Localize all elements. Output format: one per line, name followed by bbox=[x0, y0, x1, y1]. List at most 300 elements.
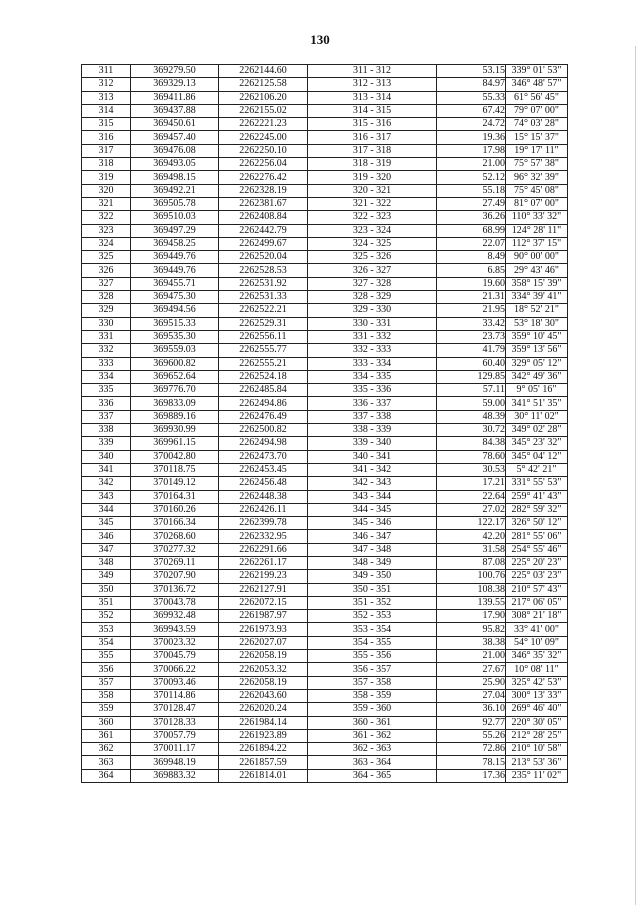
x-coordinate-cell: 369889.16 bbox=[131, 410, 219, 423]
segment-cell: 361 - 362 bbox=[308, 729, 437, 742]
table-row bbox=[82, 477, 568, 490]
distance-cell: 17.98 bbox=[437, 144, 506, 157]
point-number-cell: 349 bbox=[82, 570, 131, 583]
table-row bbox=[82, 729, 568, 742]
x-coordinate-cell: 370207.90 bbox=[131, 570, 219, 583]
y-coordinate-cell: 2262499.67 bbox=[219, 237, 308, 250]
table-row bbox=[82, 65, 568, 78]
bearing-cell: 254° 55' 46" bbox=[506, 543, 568, 556]
segment-cell: 318 - 319 bbox=[308, 158, 437, 171]
y-coordinate-cell: 2262245.00 bbox=[219, 131, 308, 144]
point-number-cell: 352 bbox=[82, 610, 131, 623]
distance-cell: 23.73 bbox=[437, 330, 506, 343]
table-row bbox=[82, 636, 568, 649]
y-coordinate-cell: 2261973.93 bbox=[219, 623, 308, 636]
y-coordinate-cell: 2262053.32 bbox=[219, 663, 308, 676]
y-coordinate-cell: 2262261.17 bbox=[219, 556, 308, 569]
x-coordinate-cell: 370277.32 bbox=[131, 543, 219, 556]
table-row bbox=[82, 158, 568, 171]
table-row bbox=[82, 144, 568, 157]
bearing-cell: 19° 17' 11" bbox=[506, 144, 568, 157]
y-coordinate-cell: 2261984.14 bbox=[219, 716, 308, 729]
distance-cell: 78.15 bbox=[437, 756, 506, 769]
y-coordinate-cell: 2262485.84 bbox=[219, 384, 308, 397]
bearing-cell: 210° 57' 43" bbox=[506, 583, 568, 596]
y-coordinate-cell: 2262476.49 bbox=[219, 410, 308, 423]
point-number-cell: 315 bbox=[82, 118, 131, 131]
y-coordinate-cell: 2262256.04 bbox=[219, 158, 308, 171]
table-row bbox=[82, 716, 568, 729]
y-coordinate-cell: 2262408.84 bbox=[219, 211, 308, 224]
segment-cell: 364 - 365 bbox=[308, 769, 437, 782]
y-coordinate-cell: 2262199.23 bbox=[219, 570, 308, 583]
table-row bbox=[82, 171, 568, 184]
x-coordinate-cell: 370269.11 bbox=[131, 556, 219, 569]
y-coordinate-cell: 2262555.77 bbox=[219, 344, 308, 357]
y-coordinate-cell: 2261987.97 bbox=[219, 610, 308, 623]
point-number-cell: 313 bbox=[82, 91, 131, 104]
segment-cell: 339 - 340 bbox=[308, 437, 437, 450]
y-coordinate-cell: 2262531.33 bbox=[219, 291, 308, 304]
y-coordinate-cell: 2262448.38 bbox=[219, 490, 308, 503]
distance-cell: 21.95 bbox=[437, 304, 506, 317]
distance-cell: 55.18 bbox=[437, 184, 506, 197]
x-coordinate-cell: 370128.33 bbox=[131, 716, 219, 729]
x-coordinate-cell: 369450.61 bbox=[131, 118, 219, 131]
distance-cell: 67.42 bbox=[437, 104, 506, 117]
y-coordinate-cell: 2262221.23 bbox=[219, 118, 308, 131]
segment-cell: 324 - 325 bbox=[308, 237, 437, 250]
y-coordinate-cell: 2262058.19 bbox=[219, 676, 308, 689]
y-coordinate-cell: 2262528.53 bbox=[219, 264, 308, 277]
y-coordinate-cell: 2262473.70 bbox=[219, 450, 308, 463]
distance-cell: 22.07 bbox=[437, 237, 506, 250]
x-coordinate-cell: 369833.09 bbox=[131, 397, 219, 410]
bearing-cell: 342° 49' 36" bbox=[506, 370, 568, 383]
bearing-cell: 124° 28' 11" bbox=[506, 224, 568, 237]
segment-cell: 351 - 352 bbox=[308, 596, 437, 609]
table-row bbox=[82, 596, 568, 609]
bearing-cell: 33° 41' 00" bbox=[506, 623, 568, 636]
distance-cell: 92.77 bbox=[437, 716, 506, 729]
point-number-cell: 358 bbox=[82, 689, 131, 702]
point-number-cell: 341 bbox=[82, 463, 131, 476]
table-row bbox=[82, 197, 568, 210]
point-number-cell: 326 bbox=[82, 264, 131, 277]
distance-cell: 48.39 bbox=[437, 410, 506, 423]
point-number-cell: 311 bbox=[82, 65, 131, 78]
x-coordinate-cell: 369457.40 bbox=[131, 131, 219, 144]
point-number-cell: 354 bbox=[82, 636, 131, 649]
point-number-cell: 356 bbox=[82, 663, 131, 676]
point-number-cell: 333 bbox=[82, 357, 131, 370]
y-coordinate-cell: 2262399.78 bbox=[219, 517, 308, 530]
bearing-cell: 341° 51' 35" bbox=[506, 397, 568, 410]
table-row bbox=[82, 676, 568, 689]
distance-cell: 129.85 bbox=[437, 370, 506, 383]
y-coordinate-cell: 2262144.60 bbox=[219, 65, 308, 78]
coordinates-table-body bbox=[82, 65, 568, 783]
distance-cell: 27.02 bbox=[437, 503, 506, 516]
segment-cell: 320 - 321 bbox=[308, 184, 437, 197]
y-coordinate-cell: 2262442.79 bbox=[219, 224, 308, 237]
x-coordinate-cell: 369930.99 bbox=[131, 424, 219, 437]
table-row bbox=[82, 224, 568, 237]
y-coordinate-cell: 2262456.48 bbox=[219, 477, 308, 490]
segment-cell: 322 - 323 bbox=[308, 211, 437, 224]
segment-cell: 342 - 343 bbox=[308, 477, 437, 490]
table-row bbox=[82, 769, 568, 782]
x-coordinate-cell: 369493.05 bbox=[131, 158, 219, 171]
y-coordinate-cell: 2262328.19 bbox=[219, 184, 308, 197]
y-coordinate-cell: 2262381.67 bbox=[219, 197, 308, 210]
segment-cell: 315 - 316 bbox=[308, 118, 437, 131]
bearing-cell: 329° 05' 12" bbox=[506, 357, 568, 370]
table-row bbox=[82, 756, 568, 769]
point-number-cell: 345 bbox=[82, 517, 131, 530]
x-coordinate-cell: 369948.19 bbox=[131, 756, 219, 769]
point-number-cell: 316 bbox=[82, 131, 131, 144]
segment-cell: 360 - 361 bbox=[308, 716, 437, 729]
y-coordinate-cell: 2262332.95 bbox=[219, 530, 308, 543]
table-row bbox=[82, 703, 568, 716]
distance-cell: 30.72 bbox=[437, 424, 506, 437]
bearing-cell: 15° 15' 37" bbox=[506, 131, 568, 144]
x-coordinate-cell: 369600.82 bbox=[131, 357, 219, 370]
bearing-cell: 212° 28' 25" bbox=[506, 729, 568, 742]
segment-cell: 346 - 347 bbox=[308, 530, 437, 543]
x-coordinate-cell: 369510.03 bbox=[131, 211, 219, 224]
x-coordinate-cell: 369535.30 bbox=[131, 330, 219, 343]
x-coordinate-cell: 370164.31 bbox=[131, 490, 219, 503]
bearing-cell: 10° 08' 11" bbox=[506, 663, 568, 676]
bearing-cell: 345° 23' 32" bbox=[506, 437, 568, 450]
x-coordinate-cell: 369455.71 bbox=[131, 277, 219, 290]
x-coordinate-cell: 369449.76 bbox=[131, 264, 219, 277]
bearing-cell: 96° 32' 39" bbox=[506, 171, 568, 184]
point-number-cell: 336 bbox=[82, 397, 131, 410]
point-number-cell: 350 bbox=[82, 583, 131, 596]
y-coordinate-cell: 2261814.01 bbox=[219, 769, 308, 782]
y-coordinate-cell: 2262453.45 bbox=[219, 463, 308, 476]
x-coordinate-cell: 369961.15 bbox=[131, 437, 219, 450]
y-coordinate-cell: 2262522.21 bbox=[219, 304, 308, 317]
x-coordinate-cell: 370166.34 bbox=[131, 517, 219, 530]
table-row bbox=[82, 304, 568, 317]
segment-cell: 363 - 364 bbox=[308, 756, 437, 769]
table-row bbox=[82, 264, 568, 277]
x-coordinate-cell: 370042.80 bbox=[131, 450, 219, 463]
segment-cell: 319 - 320 bbox=[308, 171, 437, 184]
bearing-cell: 358° 15' 39" bbox=[506, 277, 568, 290]
x-coordinate-cell: 369437.88 bbox=[131, 104, 219, 117]
table-row bbox=[82, 118, 568, 131]
y-coordinate-cell: 2262520.04 bbox=[219, 251, 308, 264]
point-number-cell: 312 bbox=[82, 78, 131, 91]
table-row bbox=[82, 384, 568, 397]
table-row bbox=[82, 650, 568, 663]
segment-cell: 352 - 353 bbox=[308, 610, 437, 623]
point-number-cell: 344 bbox=[82, 503, 131, 516]
distance-cell: 139.55 bbox=[437, 596, 506, 609]
segment-cell: 332 - 333 bbox=[308, 344, 437, 357]
y-coordinate-cell: 2262555.21 bbox=[219, 357, 308, 370]
point-number-cell: 347 bbox=[82, 543, 131, 556]
table-row bbox=[82, 663, 568, 676]
y-coordinate-cell: 2262127.91 bbox=[219, 583, 308, 596]
point-number-cell: 338 bbox=[82, 424, 131, 437]
bearing-cell: 90° 00' 00" bbox=[506, 251, 568, 264]
distance-cell: 36.10 bbox=[437, 703, 506, 716]
scan-edge-line bbox=[635, 46, 636, 905]
y-coordinate-cell: 2262058.19 bbox=[219, 650, 308, 663]
distance-cell: 33.42 bbox=[437, 317, 506, 330]
segment-cell: 353 - 354 bbox=[308, 623, 437, 636]
segment-cell: 323 - 324 bbox=[308, 224, 437, 237]
bearing-cell: 346° 35' 32" bbox=[506, 650, 568, 663]
table-row bbox=[82, 344, 568, 357]
table-row bbox=[82, 104, 568, 117]
distance-cell: 38.38 bbox=[437, 636, 506, 649]
bearing-cell: 75° 57' 38" bbox=[506, 158, 568, 171]
bearing-cell: 349° 02' 28" bbox=[506, 424, 568, 437]
x-coordinate-cell: 369497.29 bbox=[131, 224, 219, 237]
segment-cell: 328 - 329 bbox=[308, 291, 437, 304]
point-number-cell: 361 bbox=[82, 729, 131, 742]
y-coordinate-cell: 2262500.82 bbox=[219, 424, 308, 437]
table-row bbox=[82, 517, 568, 530]
y-coordinate-cell: 2262556.11 bbox=[219, 330, 308, 343]
x-coordinate-cell: 369329.13 bbox=[131, 78, 219, 91]
segment-cell: 347 - 348 bbox=[308, 543, 437, 556]
segment-cell: 329 - 330 bbox=[308, 304, 437, 317]
point-number-cell: 335 bbox=[82, 384, 131, 397]
table-row bbox=[82, 251, 568, 264]
point-number-cell: 321 bbox=[82, 197, 131, 210]
distance-cell: 17.90 bbox=[437, 610, 506, 623]
table-row bbox=[82, 330, 568, 343]
x-coordinate-cell: 369776.70 bbox=[131, 384, 219, 397]
bearing-cell: 75° 45' 08" bbox=[506, 184, 568, 197]
point-number-cell: 330 bbox=[82, 317, 131, 330]
distance-cell: 8.49 bbox=[437, 251, 506, 264]
distance-cell: 68.99 bbox=[437, 224, 506, 237]
y-coordinate-cell: 2261923.89 bbox=[219, 729, 308, 742]
bearing-cell: 225° 20' 23" bbox=[506, 556, 568, 569]
bearing-cell: 235° 11' 02" bbox=[506, 769, 568, 782]
distance-cell: 21.31 bbox=[437, 291, 506, 304]
bearing-cell: 282° 59' 32" bbox=[506, 503, 568, 516]
x-coordinate-cell: 370066.22 bbox=[131, 663, 219, 676]
table-row bbox=[82, 583, 568, 596]
point-number-cell: 329 bbox=[82, 304, 131, 317]
segment-cell: 313 - 314 bbox=[308, 91, 437, 104]
distance-cell: 84.97 bbox=[437, 78, 506, 91]
distance-cell: 100.76 bbox=[437, 570, 506, 583]
point-number-cell: 362 bbox=[82, 743, 131, 756]
distance-cell: 27.04 bbox=[437, 689, 506, 702]
bearing-cell: 334° 39' 41" bbox=[506, 291, 568, 304]
table-row bbox=[82, 490, 568, 503]
segment-cell: 325 - 326 bbox=[308, 251, 437, 264]
distance-cell: 84.38 bbox=[437, 437, 506, 450]
bearing-cell: 110° 33' 32" bbox=[506, 211, 568, 224]
segment-cell: 344 - 345 bbox=[308, 503, 437, 516]
y-coordinate-cell: 2262291.66 bbox=[219, 543, 308, 556]
distance-cell: 53.15 bbox=[437, 65, 506, 78]
bearing-cell: 269° 46' 40" bbox=[506, 703, 568, 716]
table-row bbox=[82, 78, 568, 91]
x-coordinate-cell: 369476.08 bbox=[131, 144, 219, 157]
segment-cell: 330 - 331 bbox=[308, 317, 437, 330]
x-coordinate-cell: 369475.30 bbox=[131, 291, 219, 304]
bearing-cell: 217° 06' 05" bbox=[506, 596, 568, 609]
table-row bbox=[82, 370, 568, 383]
bearing-cell: 259° 41' 43" bbox=[506, 490, 568, 503]
x-coordinate-cell: 369494.56 bbox=[131, 304, 219, 317]
y-coordinate-cell: 2262426.11 bbox=[219, 503, 308, 516]
x-coordinate-cell: 369943.59 bbox=[131, 623, 219, 636]
table-row bbox=[82, 689, 568, 702]
table-row bbox=[82, 437, 568, 450]
table-row bbox=[82, 277, 568, 290]
segment-cell: 356 - 357 bbox=[308, 663, 437, 676]
x-coordinate-cell: 370011.17 bbox=[131, 743, 219, 756]
distance-cell: 57.11 bbox=[437, 384, 506, 397]
x-coordinate-cell: 369458.25 bbox=[131, 237, 219, 250]
segment-cell: 362 - 363 bbox=[308, 743, 437, 756]
segment-cell: 345 - 346 bbox=[308, 517, 437, 530]
coordinates-table bbox=[81, 64, 568, 783]
segment-cell: 358 - 359 bbox=[308, 689, 437, 702]
point-number-cell: 334 bbox=[82, 370, 131, 383]
segment-cell: 348 - 349 bbox=[308, 556, 437, 569]
point-number-cell: 319 bbox=[82, 171, 131, 184]
x-coordinate-cell: 370045.79 bbox=[131, 650, 219, 663]
x-coordinate-cell: 369449.76 bbox=[131, 251, 219, 264]
segment-cell: 335 - 336 bbox=[308, 384, 437, 397]
bearing-cell: 61° 56' 45" bbox=[506, 91, 568, 104]
x-coordinate-cell: 369559.03 bbox=[131, 344, 219, 357]
table-row bbox=[82, 410, 568, 423]
y-coordinate-cell: 2262020.24 bbox=[219, 703, 308, 716]
bearing-cell: 210° 10' 58" bbox=[506, 743, 568, 756]
bearing-cell: 29° 43' 46" bbox=[506, 264, 568, 277]
segment-cell: 337 - 338 bbox=[308, 410, 437, 423]
segment-cell: 341 - 342 bbox=[308, 463, 437, 476]
table-row bbox=[82, 743, 568, 756]
segment-cell: 354 - 355 bbox=[308, 636, 437, 649]
x-coordinate-cell: 369492.21 bbox=[131, 184, 219, 197]
table-row bbox=[82, 570, 568, 583]
point-number-cell: 332 bbox=[82, 344, 131, 357]
bearing-cell: 359° 10' 45" bbox=[506, 330, 568, 343]
distance-cell: 95.82 bbox=[437, 623, 506, 636]
point-number-cell: 320 bbox=[82, 184, 131, 197]
segment-cell: 336 - 337 bbox=[308, 397, 437, 410]
segment-cell: 321 - 322 bbox=[308, 197, 437, 210]
point-number-cell: 324 bbox=[82, 237, 131, 250]
distance-cell: 25.90 bbox=[437, 676, 506, 689]
x-coordinate-cell: 370268.60 bbox=[131, 530, 219, 543]
distance-cell: 55.26 bbox=[437, 729, 506, 742]
distance-cell: 19.36 bbox=[437, 131, 506, 144]
table-row bbox=[82, 424, 568, 437]
segment-cell: 331 - 332 bbox=[308, 330, 437, 343]
y-coordinate-cell: 2262531.92 bbox=[219, 277, 308, 290]
page-number: 130 bbox=[310, 32, 330, 47]
distance-cell: 24.72 bbox=[437, 118, 506, 131]
x-coordinate-cell: 370136.72 bbox=[131, 583, 219, 596]
point-number-cell: 327 bbox=[82, 277, 131, 290]
bearing-cell: 346° 48' 57" bbox=[506, 78, 568, 91]
distance-cell: 31.58 bbox=[437, 543, 506, 556]
table-row bbox=[82, 357, 568, 370]
x-coordinate-cell: 369505.78 bbox=[131, 197, 219, 210]
bearing-cell: 339° 01' 53" bbox=[506, 65, 568, 78]
point-number-cell: 322 bbox=[82, 211, 131, 224]
bearing-cell: 308° 21' 18" bbox=[506, 610, 568, 623]
distance-cell: 87.08 bbox=[437, 556, 506, 569]
table-row bbox=[82, 397, 568, 410]
segment-cell: 338 - 339 bbox=[308, 424, 437, 437]
point-number-cell: 342 bbox=[82, 477, 131, 490]
point-number-cell: 340 bbox=[82, 450, 131, 463]
bearing-cell: 112° 37' 15" bbox=[506, 237, 568, 250]
point-number-cell: 346 bbox=[82, 530, 131, 543]
distance-cell: 21.00 bbox=[437, 650, 506, 663]
table-row bbox=[82, 543, 568, 556]
bearing-cell: 5° 42' 21" bbox=[506, 463, 568, 476]
distance-cell: 78.60 bbox=[437, 450, 506, 463]
bearing-cell: 54° 10' 09" bbox=[506, 636, 568, 649]
bearing-cell: 345° 04' 12" bbox=[506, 450, 568, 463]
bearing-cell: 300° 13' 33" bbox=[506, 689, 568, 702]
segment-cell: 311 - 312 bbox=[308, 65, 437, 78]
segment-cell: 357 - 358 bbox=[308, 676, 437, 689]
distance-cell: 27.67 bbox=[437, 663, 506, 676]
y-coordinate-cell: 2262027.07 bbox=[219, 636, 308, 649]
segment-cell: 327 - 328 bbox=[308, 277, 437, 290]
y-coordinate-cell: 2261857.59 bbox=[219, 756, 308, 769]
x-coordinate-cell: 370093.46 bbox=[131, 676, 219, 689]
segment-cell: 334 - 335 bbox=[308, 370, 437, 383]
bearing-cell: 326° 50' 12" bbox=[506, 517, 568, 530]
table-row bbox=[82, 503, 568, 516]
distance-cell: 36.26 bbox=[437, 211, 506, 224]
segment-cell: 326 - 327 bbox=[308, 264, 437, 277]
segment-cell: 340 - 341 bbox=[308, 450, 437, 463]
bearing-cell: 220° 30' 05" bbox=[506, 716, 568, 729]
table-row bbox=[82, 237, 568, 250]
distance-cell: 27.49 bbox=[437, 197, 506, 210]
table-row bbox=[82, 450, 568, 463]
bearing-cell: 74° 03' 28" bbox=[506, 118, 568, 131]
distance-cell: 41.79 bbox=[437, 344, 506, 357]
bearing-cell: 9° 05' 16" bbox=[506, 384, 568, 397]
point-number-cell: 357 bbox=[82, 676, 131, 689]
distance-cell: 72.86 bbox=[437, 743, 506, 756]
y-coordinate-cell: 2261894.22 bbox=[219, 743, 308, 756]
point-number-cell: 314 bbox=[82, 104, 131, 117]
x-coordinate-cell: 370057.79 bbox=[131, 729, 219, 742]
y-coordinate-cell: 2262155.02 bbox=[219, 104, 308, 117]
distance-cell: 19.60 bbox=[437, 277, 506, 290]
bearing-cell: 359° 13' 56" bbox=[506, 344, 568, 357]
y-coordinate-cell: 2262125.58 bbox=[219, 78, 308, 91]
x-coordinate-cell: 369652.64 bbox=[131, 370, 219, 383]
point-number-cell: 351 bbox=[82, 596, 131, 609]
